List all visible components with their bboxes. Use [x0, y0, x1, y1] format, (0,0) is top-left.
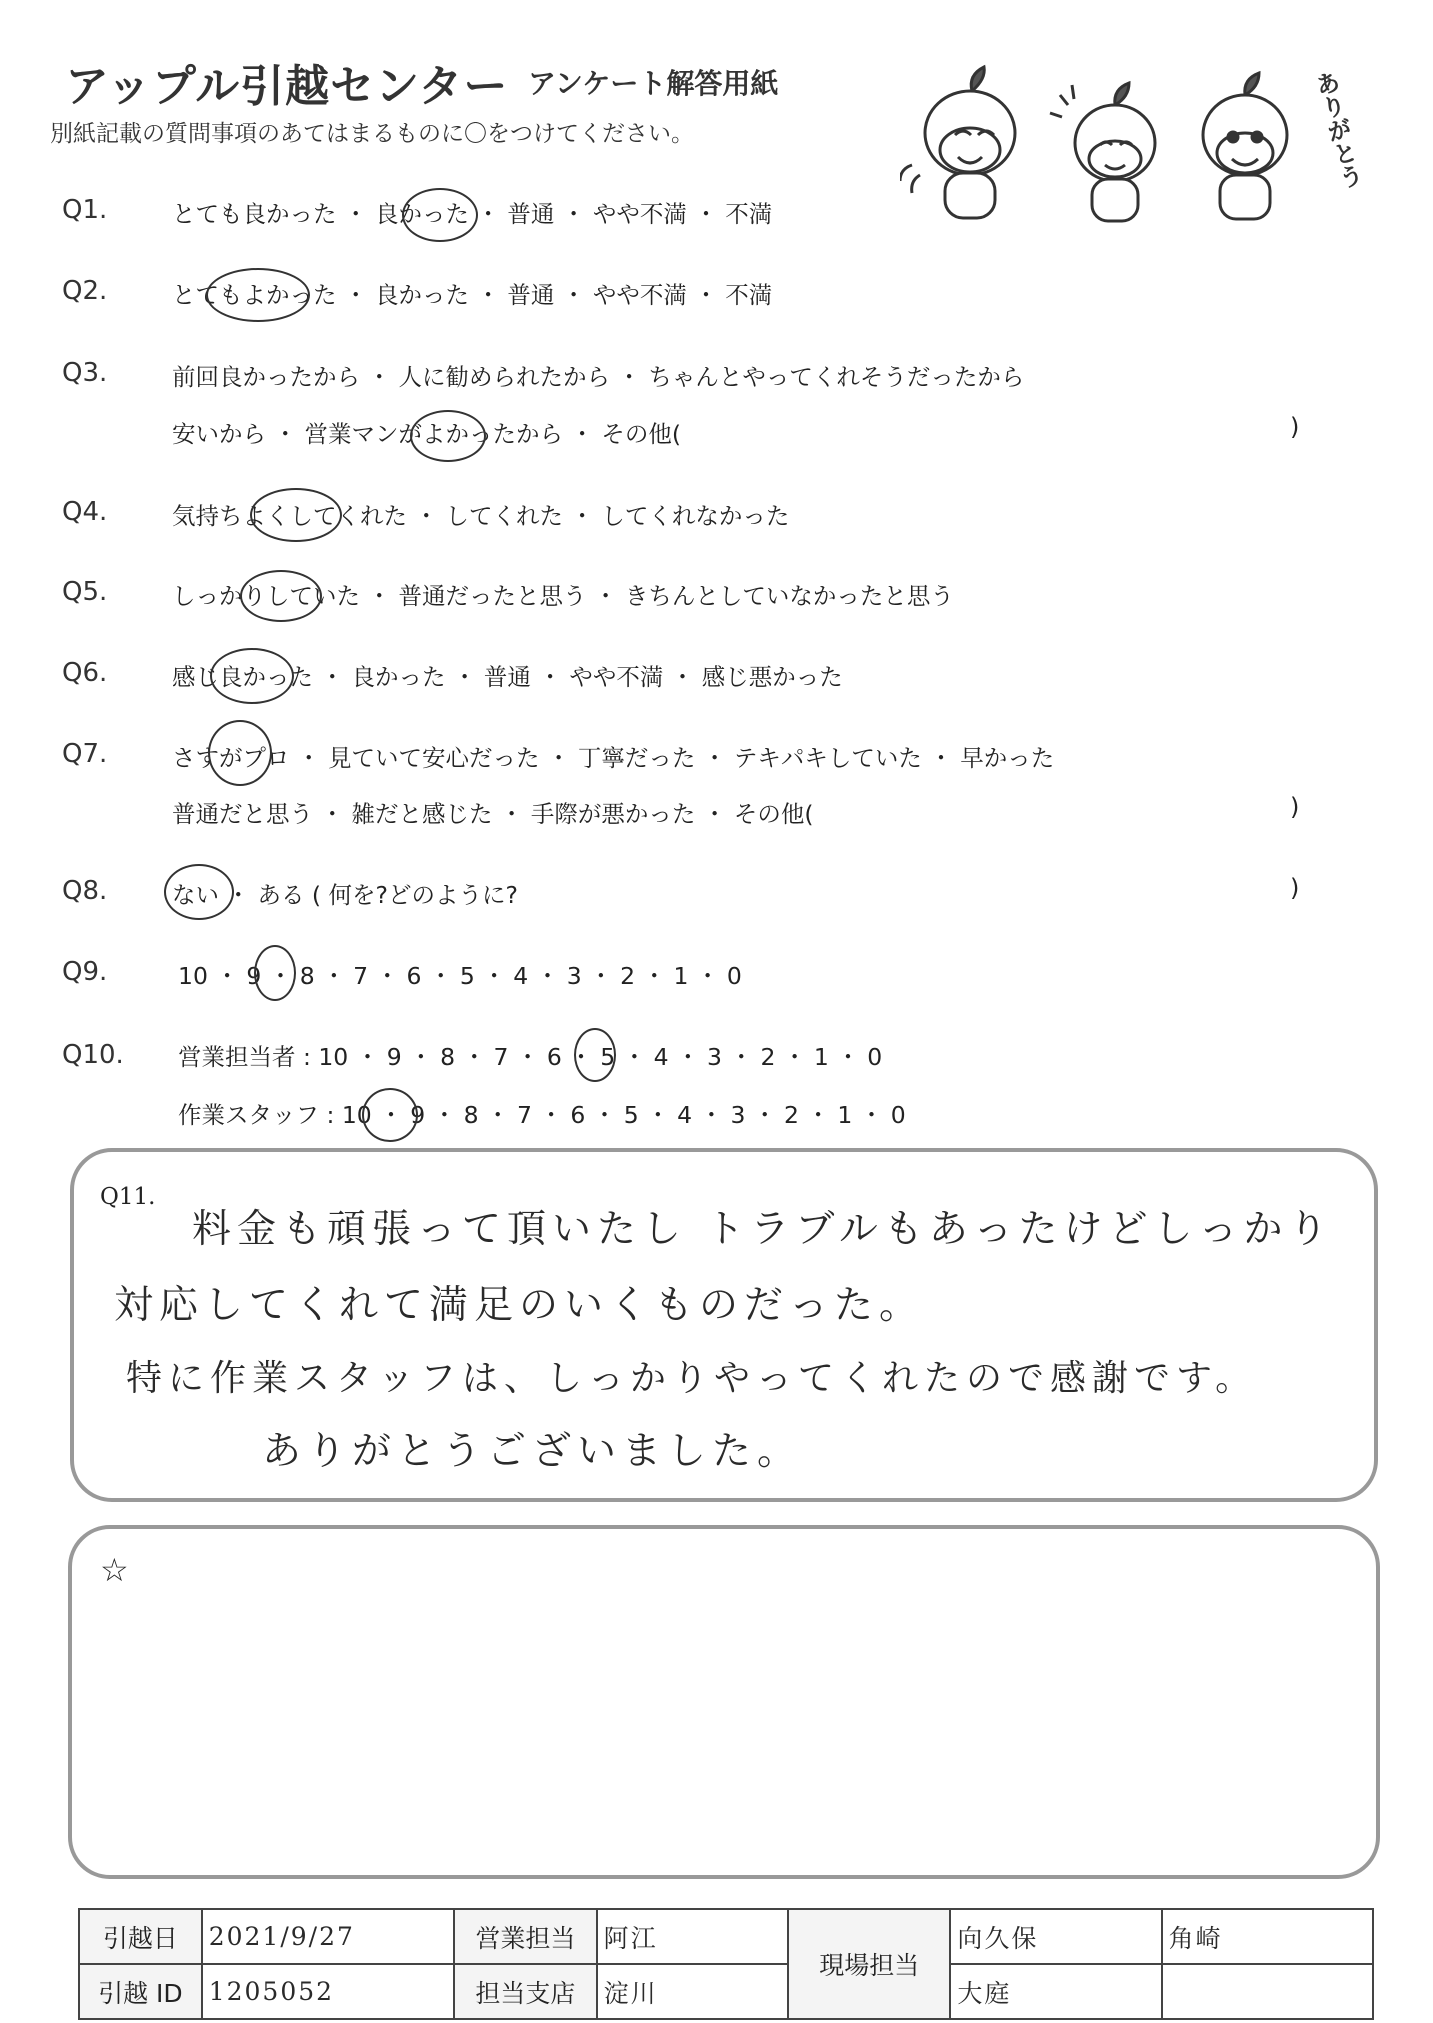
q9-options: 10 ・ 9 ・ 8 ・ 7 ・ 6 ・ 5 ・ 4 ・ 3 ・ 2 ・ 1 ・ 0 — [178, 962, 742, 990]
selection-circle-q9 — [254, 945, 296, 1001]
selection-circle-q5 — [240, 570, 322, 622]
selection-circle-q10-staff — [362, 1088, 418, 1142]
monkey-mascot-icon — [900, 67, 1015, 218]
free-comment-box — [68, 1525, 1380, 1879]
q11-comment-box — [70, 1148, 1378, 1502]
q11-comment-line4: ありがとうございました。 — [262, 1429, 803, 1474]
q6-label: Q6. — [62, 658, 108, 688]
sales-rep-value: 阿江 — [597, 1909, 789, 1964]
site-staff-name-1: 向久保 — [950, 1909, 1161, 1964]
form-title: アップル引越センター — [65, 61, 509, 112]
selection-circle-q8 — [164, 864, 234, 920]
q3-options-line1: 前回良かったから ・ 人に勧められたから ・ ちゃんとやってくれそうだったから — [172, 363, 1025, 391]
q5-label: Q5. — [62, 577, 108, 607]
q10-staff-rating: 作業スタッフ : 10 ・ 9 ・ 8 ・ 7 ・ 6 ・ 5 ・ 4 ・ 3 ・ 2 ・ 1 ・ 0 — [178, 1101, 906, 1129]
footer-info-table — [78, 1908, 1374, 2020]
star-icon: ☆ — [100, 1551, 129, 1589]
selection-circle-q1 — [402, 188, 478, 242]
branch-label: 担当支店 — [454, 1964, 596, 2019]
site-staff-name-2: 角崎 — [1162, 1909, 1373, 1964]
instruction-text: 別紙記載の質問事項のあてはまるものに〇をつけてください。 — [50, 121, 694, 147]
q5-options: しっかりしていた ・ 普通だったと思う ・ きちんとしていなかったと思う — [172, 582, 954, 610]
move-date-label: 引越日 — [79, 1909, 202, 1964]
q11-comment-line2: 対応してくれて満足のいくものだった。 — [114, 1283, 925, 1328]
q3-label: Q3. — [62, 358, 108, 388]
move-date-value: 2021/9/27 — [202, 1909, 455, 1964]
site-staff-name-3: 大庭 — [950, 1964, 1161, 2019]
q7-close-paren: ) — [1290, 793, 1300, 821]
selection-circle-q7 — [208, 720, 272, 786]
selection-circle-q4 — [250, 488, 342, 542]
move-id-label: 引越 ID — [79, 1964, 202, 2019]
q10-label: Q10. — [62, 1040, 124, 1070]
q11-comment-line3: 特に作業スタッフは、しっかりやってくれたので感謝です。 — [126, 1358, 1258, 1399]
q6-options: 感じ良かった ・ 良かった ・ 普通 ・ やや不満 ・ 感じ悪かった — [172, 663, 843, 691]
q7-options-line1: さすがプロ ・ 見ていて安心だった ・ 丁寧だった ・ テキパキしていた ・ 早かった — [172, 744, 1055, 772]
q4-options: 気持ちよくしてくれた ・ してくれた ・ してくれなかった — [172, 502, 790, 530]
q9-label: Q9. — [62, 957, 108, 987]
monkey-mascot-icon — [1203, 73, 1287, 219]
q7-options-line2: 普通だと思う ・ 雑だと感じた ・ 手際が悪かった ・ その他( — [172, 800, 814, 828]
sales-rep-label: 営業担当 — [454, 1909, 596, 1964]
q8-close-paren: ) — [1290, 874, 1300, 902]
site-staff-name-4 — [1162, 1964, 1373, 2019]
branch-value: 淀川 — [597, 1964, 789, 2019]
selection-circle-q3 — [410, 410, 486, 462]
form-subtitle: アンケート解答用紙 — [528, 67, 779, 100]
q1-options: とても良かった ・ 良かった ・ 普通 ・ やや不満 ・ 不満 — [172, 200, 773, 228]
selection-circle-q6 — [210, 648, 294, 704]
monkey-mascots-illustration — [900, 55, 1340, 230]
move-id-value: 1205052 — [202, 1964, 455, 2019]
q11-label: Q11. — [100, 1184, 156, 1210]
q2-options: とてもよかった ・ 良かった ・ 普通 ・ やや不満 ・ 不満 — [172, 281, 773, 309]
mascot-caption: ありがとう — [1308, 68, 1366, 192]
q3-options-line2: 安いから ・ 営業マンがよかったから ・ その他( — [172, 420, 682, 448]
selection-circle-q10-sales — [574, 1028, 616, 1082]
q8-options: ない ・ ある ( 何を?どのように? — [172, 881, 518, 909]
q1-label: Q1. — [62, 195, 108, 225]
q4-label: Q4. — [62, 497, 108, 527]
q3-close-paren: ) — [1290, 413, 1300, 441]
q7-label: Q7. — [62, 739, 108, 769]
monkey-mascot-icon — [1050, 83, 1155, 221]
selection-circle-q2 — [206, 268, 310, 322]
q10-sales-rating: 営業担当者 : 10 ・ 9 ・ 8 ・ 7 ・ 6 ・ 5 ・ 4 ・ 3 ・ 2 ・ 1 ・ 0 — [178, 1043, 883, 1071]
q2-label: Q2. — [62, 276, 108, 306]
q8-label: Q8. — [62, 876, 108, 906]
q11-comment-line1: 料金も頑張って頂いたし トラブルもあったけどしっかり — [192, 1207, 1334, 1252]
site-staff-label: 現場担当 — [788, 1909, 950, 2019]
